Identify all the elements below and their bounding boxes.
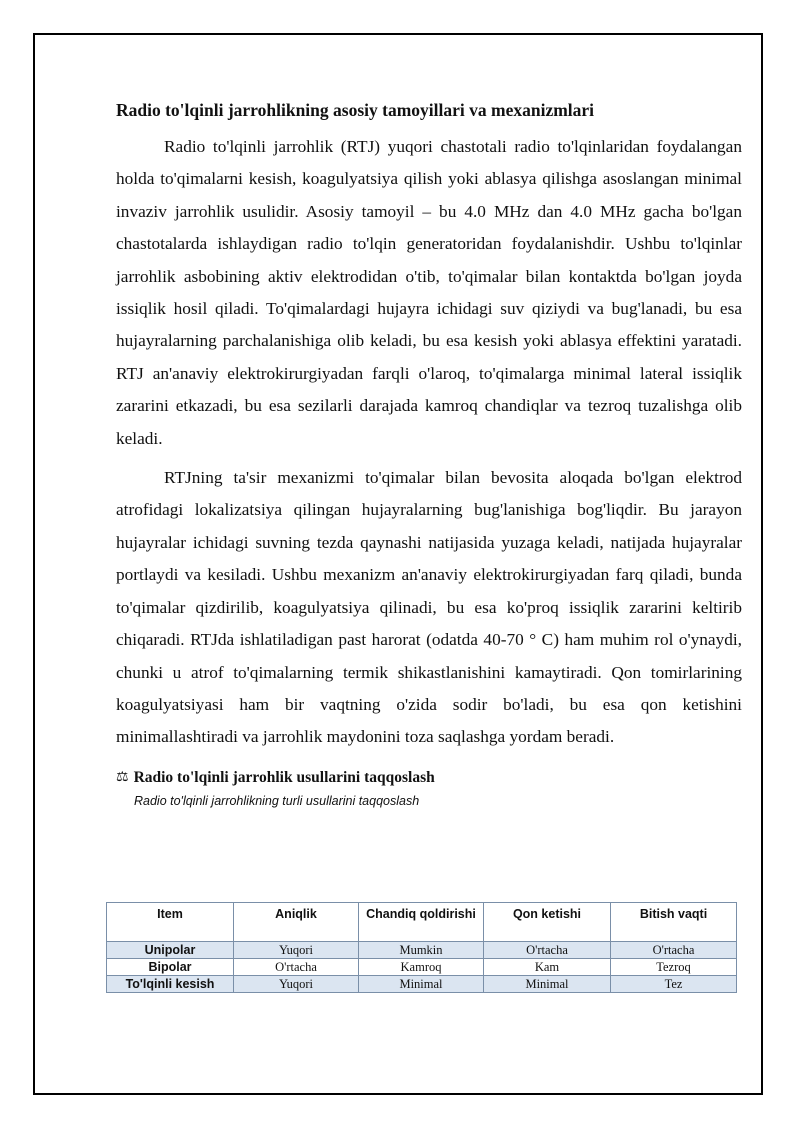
table-cell: Yuqori [234,942,359,959]
table-cell: Kamroq [359,959,484,976]
table-cell: Minimal [359,976,484,993]
row-label: Unipolar [107,942,234,959]
column-header: Bitish vaqti [611,903,737,942]
paragraph: Radio to'lqinli jarrohlik (RTJ) yuqori chastotali radio to'lqinlaridan foydalangan holda to'qimalarni kesish, koagulyatsiya qilish yoki ablasya qilishga asoslangan minimal invaziv jarrohlik usulidir. Asosiy tamoyil – bu 4.0 MHz dan 4.0 MHz gacha bo'lgan chastotalarda ishlaydigan radio to'lqin generatoridan foydalanishdir. Ushbu to'lqinlar jarrohlik asbobining aktiv elektrodidan o'tib, to'qimalar bilan kontaktda bo'lgan joyda issiqlik hosil qiladi. To'qimalardagi hujayra ichidagi suv qiziydi va bug'lanadi, bu esa hujayralarning parchalanishiga olib keladi, bu esa kesish yoki ablasya effektini yaratadi. RTJ an'anaviy elektrokirurgiyadan farqli o'laroq, to'qimalarga minimal lateral issiqlik zararini etkazadi, bu esa sezilarli darajada kamroq chandiqlar va tezroq tuzalishga olib keladi. [116,137,742,448]
table-title-text: Radio to'lqinli jarrohlik usullarini taqqoslash [133,768,435,786]
table-cell: O'rtacha [611,942,737,959]
table-row [107,959,737,976]
table-cell: Kam [484,959,611,976]
comparison-table [106,902,737,993]
table-row [107,942,737,959]
row-label: To'lqinli kesish [107,976,234,993]
table-cell: Yuqori [234,976,359,993]
section-heading: Radio to'lqinli jarrohlikning asosiy tamoyillari va mexanizmlari [116,100,595,120]
column-header: Item [107,903,234,942]
table-cell: Minimal [484,976,611,993]
column-header: Aniqlik [234,903,359,942]
table-cell: O'rtacha [484,942,611,959]
table-header-row [107,903,737,942]
table-row [107,976,737,993]
row-label: Bipolar [107,959,234,976]
column-header: Qon ketishi [484,903,611,942]
table-title [116,767,742,789]
table-caption: Radio to'lqinli jarrohlikning turli usullarini taqqoslash [134,793,420,808]
table-cell: Tez [611,976,737,993]
paragraph: RTJning ta'sir mexanizmi to'qimalar bilan bevosita aloqada bo'lgan elektrod atrofidagi lokalizatsiya qilingan hujayralarning bug'lanishiga bog'liqdir. Bu jarayon hujayralar ichidagi suvning tezda qaynashi natijasida yuzaga keladi, natijada hujayralar portlaydi va kesiladi. Ushbu mexanizm an'anaviy elektrokirurgiyadan farq qiladi, bunda to'qimalar qizdirilib, koagulyatsiya qilinadi, bu esa ko'proq issiqlik zararini keltirib chiqaradi. RTJda ishlatiladigan past harorat (odatda 40-70 ° C) ham muhim rol o'ynaydi, chunki u atrof to'qimalarning termik shikastlanishini kamaytiradi. Qon tomirlarining koagulyatsiyasi ham bir vaqtning o'zida sodir bo'ladi, bu esa qon ketishini minimallashtiradi va jarrohlik maydonini toza saqlashga yordam beradi. [116,468,742,747]
document-body [116,96,742,810]
scale-icon: ⚖ [116,769,129,785]
table-cell: O'rtacha [234,959,359,976]
table-cell: Tezroq [611,959,737,976]
table-cell: Mumkin [359,942,484,959]
column-header: Chandiq qoldirishi [359,903,484,942]
